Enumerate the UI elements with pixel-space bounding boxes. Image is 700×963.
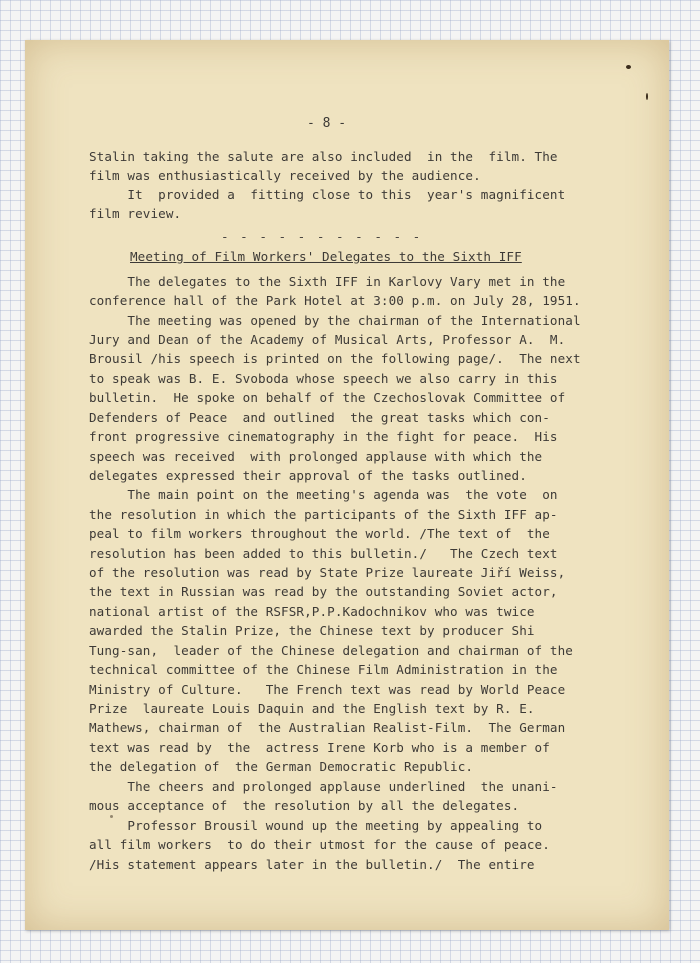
page-number: - 8 - (307, 116, 347, 131)
body-line: The delegates to the Sixth IFF in Karlovy Vary met in the (89, 274, 566, 289)
ink-fleck (626, 65, 631, 69)
body-line: of the resolution was read by State Prize laureate Jiří Weiss, (89, 565, 566, 580)
body-line: resolution has been added to this bulletin./ The Czech text (89, 546, 558, 561)
body-line: Professor Brousil wound up the meeting by appealing to (89, 818, 543, 833)
intro-line: film review. (89, 206, 182, 221)
body-line: delegates expressed their approval of the tasks outlined. (89, 468, 527, 483)
intro-line: Stalin taking the salute are also included in the film. The (89, 149, 558, 164)
body-line: Ministry of Culture. The French text was read by World Peace (89, 682, 566, 697)
body-line: speech was received with prolonged applause with which the (89, 449, 543, 464)
body-line: Defenders of Peace and outlined the great tasks which con- (89, 410, 550, 425)
body-line: Mathews, chairman of the Australian Realist-Film. The German (89, 720, 566, 735)
body-line: /His statement appears later in the bulletin./ The entire (89, 857, 535, 872)
body-line: Brousil /his speech is printed on the following page/. The next (89, 351, 581, 366)
body-line: The cheers and prolonged applause underlined the unani- (89, 779, 558, 794)
body-line: the text in Russian was read by the outstanding Soviet actor, (89, 584, 558, 599)
body-line: text was read by the actress Irene Korb who is a member of (89, 740, 550, 755)
body-line: front progressive cinematography in the fight for peace. His (89, 429, 558, 444)
body-line: national artist of the RSFSR,P.P.Kadochnikov who was twice (89, 604, 535, 619)
body-line: mous acceptance of the resolution by all the delegates. (89, 798, 520, 813)
body-line: Prize laureate Louis Daquin and the English text by R. E. (89, 701, 535, 716)
document-body-main (89, 40, 589, 872)
body-line: The main point on the meeting's agenda was the vote on (89, 487, 558, 502)
section-heading: Meeting of Film Workers' Delegates to the Sixth IFF (130, 249, 522, 264)
body-line: to speak was B. E. Svoboda whose speech we also carry in this (89, 371, 558, 386)
body-line: Jury and Dean of the Academy of Musical Arts, Professor A. M. (89, 332, 566, 347)
body-line: The meeting was opened by the chairman of the International (89, 313, 581, 328)
body-line: all film workers to do their utmost for the cause of peace. (89, 837, 550, 852)
intro-line: film was enthusiastically received by the audience. (89, 168, 481, 183)
body-line: the delegation of the German Democratic Republic. (89, 759, 474, 774)
body-line: technical committee of the Chinese Film Administration in the (89, 662, 558, 677)
ink-fleck (646, 93, 648, 100)
body-line: Tung-san, leader of the Chinese delegation and chairman of the (89, 643, 573, 658)
document-page (25, 40, 669, 930)
intro-line: It provided a fitting close to this year's magnificent (89, 187, 566, 202)
body-line: conference hall of the Park Hotel at 3:00 p.m. on July 28, 1951. (89, 293, 581, 308)
body-line: the resolution in which the participants of the Sixth IFF ap- (89, 507, 558, 522)
body-line: bulletin. He spoke on behalf of the Czechoslovak Committee of (89, 390, 566, 405)
body-line: peal to film workers throughout the world. /The text of the (89, 526, 550, 541)
body-line: awarded the Stalin Prize, the Chinese text by producer Shi (89, 623, 535, 638)
section-divider: - - - - - - - - - - - (221, 229, 423, 244)
